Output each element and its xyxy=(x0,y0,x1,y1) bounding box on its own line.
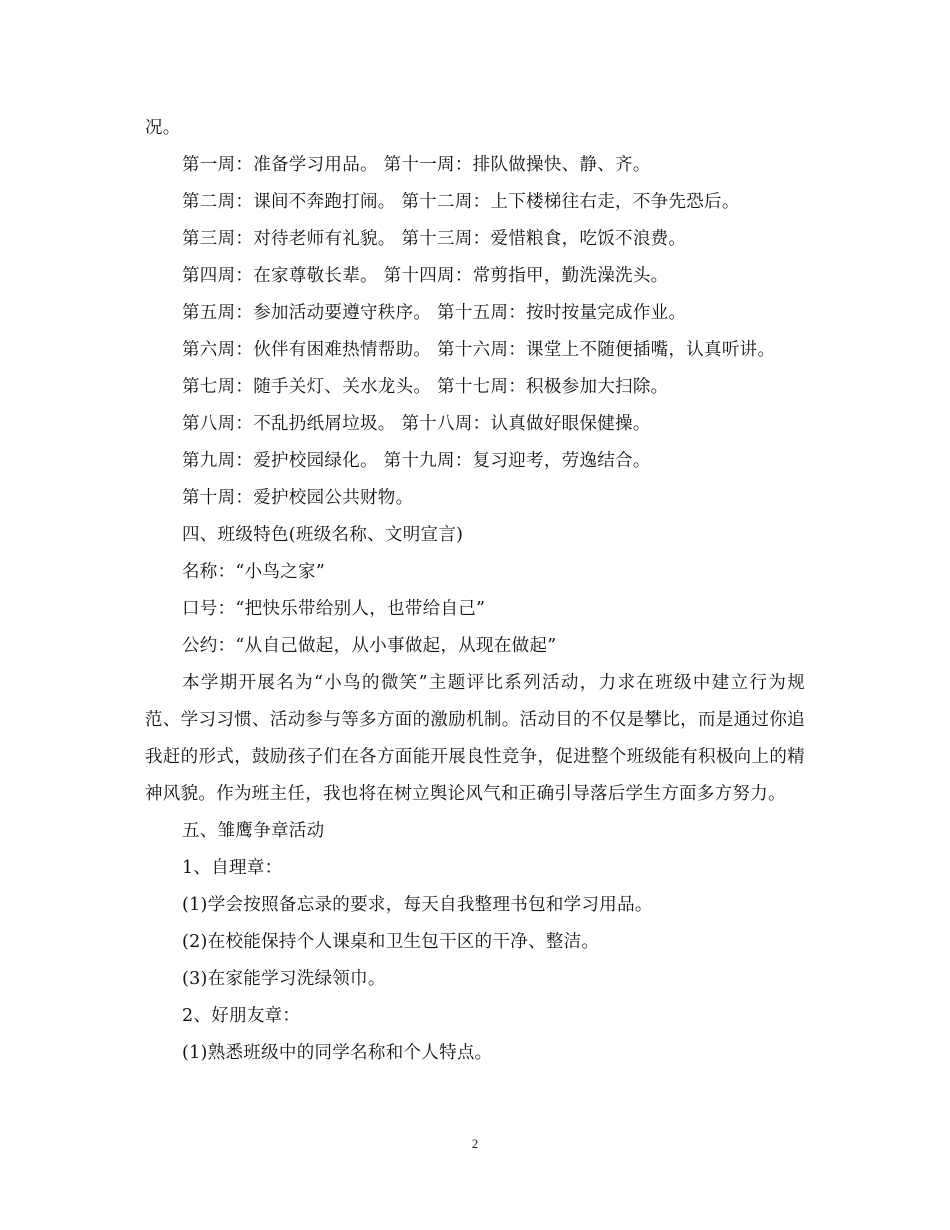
week-line-6: 第六周：伙伴有困难热情帮助。 第十六周：课堂上不随便插嘴，认真听讲。 xyxy=(182,340,776,360)
page-number: 2 xyxy=(471,1136,479,1151)
badge-heading-self-care: 1、自理章： xyxy=(182,858,283,878)
class-pact-line: 公约：“从自己做起，从小事做起，从现在做起” xyxy=(182,636,557,656)
week-line-9: 第九周：爱护校园绿化。 第十九周：复习迎考，劳逸结合。 xyxy=(182,451,651,471)
badge-item: (2)在校能保持个人课桌和卫生包干区的干净、整洁。 xyxy=(182,932,600,952)
weekly-schedule xyxy=(145,147,805,517)
badge-item: (1)学会按照备忘录的要求，每天自我整理书包和学习用品。 xyxy=(182,895,653,915)
document-body xyxy=(145,110,805,1072)
class-slogan-line: 口号：“把快乐带给别人，也带给自己” xyxy=(182,599,486,619)
class-name-line: 名称：“小鸟之家” xyxy=(182,562,326,582)
week-line-4: 第四周：在家尊敬长辈。 第十四周：常剪指甲，勤洗澡洗头。 xyxy=(182,266,669,286)
week-line-10: 第十周：爱护校园公共财物。 xyxy=(182,488,414,508)
week-line-8: 第八周：不乱扔纸屑垃圾。 第十八周：认真做好眼保健操。 xyxy=(182,414,651,434)
badge-heading-good-friend: 2、好朋友章： xyxy=(182,1006,301,1026)
continuation-line: 况。 xyxy=(145,118,181,138)
week-line-1: 第一周：准备学习用品。 第十一周：排队做操快、静、齐。 xyxy=(182,155,651,175)
badge-item: (3)在家能学习洗绿领巾。 xyxy=(182,969,386,989)
section-heading-class-features: 四、班级特色(班级名称、文明宣言) xyxy=(182,525,464,545)
badge-item: (1)熟悉班级中的同学名称和个人特点。 xyxy=(182,1043,493,1063)
week-line-7: 第七周：随手关灯、关水龙头。 第十七周：积极参加大扫除。 xyxy=(182,377,669,397)
week-line-5: 第五周：参加活动要遵守秩序。 第十五周：按时按量完成作业。 xyxy=(182,303,687,323)
week-line-3: 第三周：对待老师有礼貌。 第十三周：爱惜粮食，吃饭不浪费。 xyxy=(182,229,687,249)
section-heading-badge-activity: 五、雏鹰争章活动 xyxy=(182,821,325,841)
week-line-2: 第二周：课间不奔跑打闹。 第十二周：上下楼梯往右走，不争先恐后。 xyxy=(182,192,740,212)
activity-paragraph: 本学期开展名为“小鸟的微笑”主题评比系列活动，力求在班级中建立行为规范、学习习惯、活动参与等多方面的激励机制。活动目的不仅是攀比，而是通过你追我赶的形式，鼓励孩子们在各方面能开展良性竞争，促进整个班级能有积极向上的精神风貌。作为班主任，我也将在树立舆论风气和正确引导落后学生方面多方努力。 xyxy=(145,673,805,804)
